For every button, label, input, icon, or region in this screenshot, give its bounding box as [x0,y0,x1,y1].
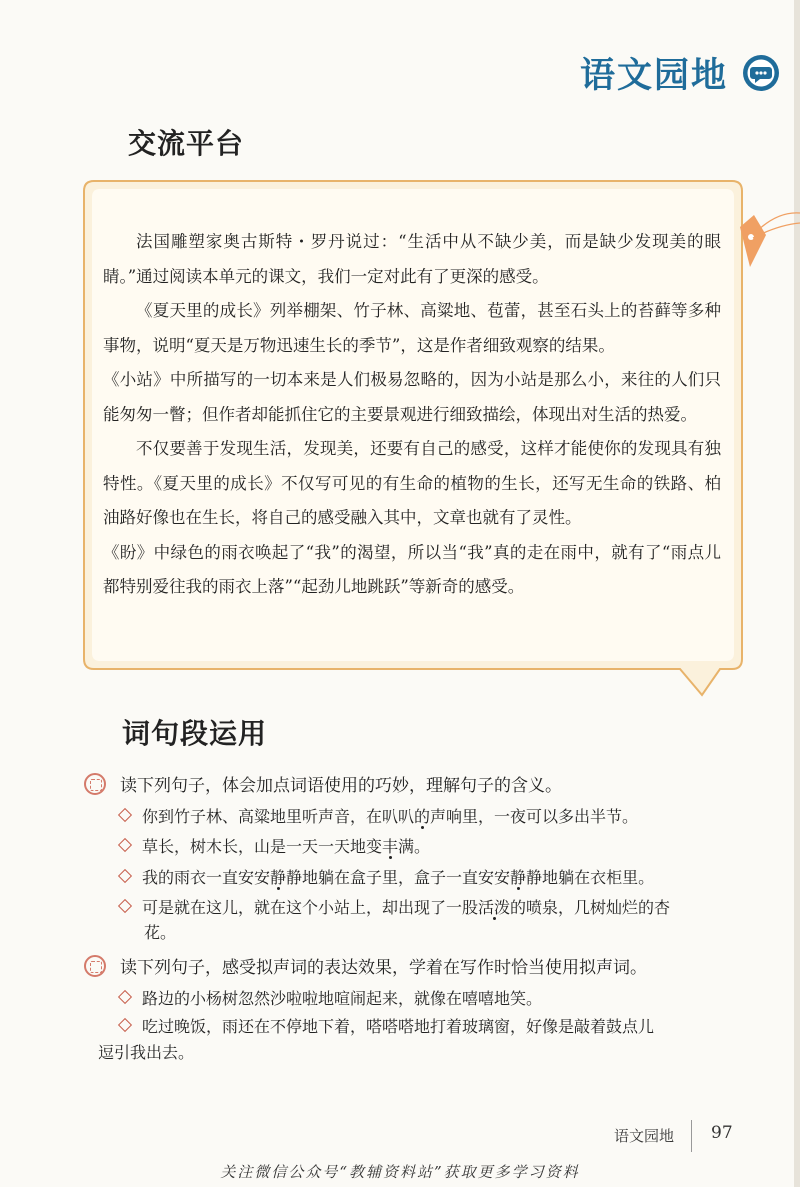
exercise-item: 我的雨衣一直安安静静地躺在盒子里，盒子一直安安静静地躺在衣柜里。 [120,863,654,893]
footer-section-label: 语文园地 [614,1127,675,1145]
exercise-1 [84,773,562,799]
exercise-2 [84,955,647,981]
dotted-phrase: 安安静静地 [478,868,559,887]
exchange-paragraph: 《盼》中绿色的雨衣唤起了“我”的渴望，所以当“我”真的走在雨中，就有了“雨点儿都特别爱往我的雨衣上落”“起劲儿地跳跃”等新奇的感受。 [103,542,721,596]
diamond-bullet-icon [118,1018,132,1032]
usage-heading: 词句段运用 [122,717,268,750]
exercise-item: 路边的小杨树忽然沙啦啦地喧闹起来，就像在嘻嘻地笑。 [120,984,542,1014]
diamond-bullet-icon [118,990,132,1004]
diamond-bullet-icon [118,838,132,852]
diamond-bullet-icon [118,899,132,913]
exchange-heading: 交流平台 [128,127,245,160]
exercise-item-continuation: 逗引我出去。 [98,1043,195,1062]
page-number: 97 [711,1123,733,1143]
seal-icon [84,773,106,795]
page-edge [794,0,800,1187]
dotted-phrase: 安安静静地 [238,868,319,887]
dotted-phrase: 在叭叭的声响里 [366,807,479,826]
exchange-text [103,225,721,605]
dotted-phrase: 活泼 [478,898,511,917]
exercise-instruction: 读下列句子，体会加点词语使用的巧妙，理解句子的含义。 [120,776,562,796]
exercise-item-continuation: 花。 [144,923,177,942]
exercise-item: 吃过晚饭，雨还在不停地下着，嗒嗒嗒地打着玻璃窗，好像是敲着鼓点儿 [120,1012,654,1042]
seal-icon [84,955,106,977]
diamond-bullet-icon [118,808,132,822]
watermark-text: 关注微信公众号“教辅资料站”获取更多学习资料 [220,1163,580,1181]
exchange-paragraph: 法国雕塑家奥古斯特・罗丹说过：“生活中从不缺少美，而是缺少发现美的眼睛。”通过阅读本单元的课文，我们一定对此有了更深的感受。 [103,232,721,286]
exchange-paragraph: 不仅要善于发现生活，发现美，还要有自己的感受，这样才能使你的发现具有独特性。《夏天里的成长》不仅写可见的有生命的植物的生长，还写无生命的铁路、柏油路好像也在生长，将自己的感受融入其中，文章也就有了灵性。 [103,439,721,527]
exercise-item: 可是就在这儿，就在这个小站上，却出现了一股活泼的喷泉，几树灿烂的杏 [120,893,670,923]
exchange-paragraph: 《夏天里的成长》列举棚架、竹子林、高粱地、苞蕾，甚至石头上的苔藓等多种事物，说明“夏天是万物迅速生长的季节”，这是作者细致观察的结果。 [103,301,721,355]
section-header [580,48,780,98]
exchange-paragraph: 《小站》中所描写的一切本来是人们极易忽略的，因为小站是那么小，来往的人们只能匆匆一瞥；但作者却能抓住它的主要景观进行细致描绘，体现出对生活的热爱。 [103,370,721,424]
bookmark-tag-icon [736,205,800,285]
exercise-item: 草长，树木长，山是一天一天地变丰满。 [120,832,430,862]
exercise-instruction: 读下列句子，感受拟声词的表达效果，学着在写作时恰当使用拟声词。 [120,958,647,978]
section-title: 语文园地 [579,56,728,96]
diamond-bullet-icon [118,869,132,883]
exercise-item: 你到竹子林、高粱地里听声音，在叭叭的声响里，一夜可以多出半节。 [120,802,638,832]
footer-divider [691,1120,692,1152]
speech-bubble-icon [742,54,780,92]
dotted-phrase: 变丰满 [366,837,415,856]
